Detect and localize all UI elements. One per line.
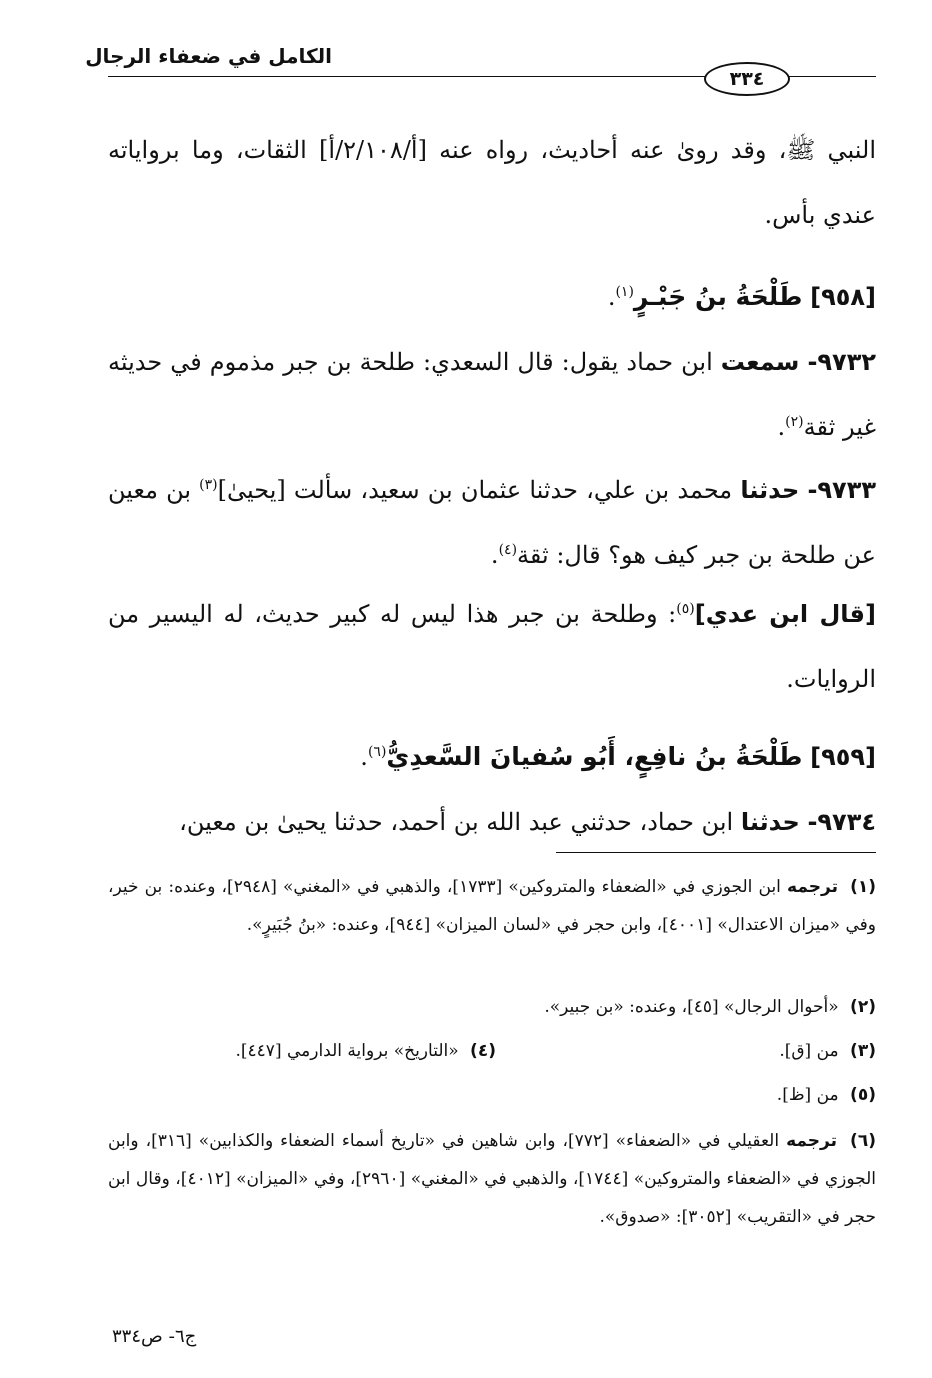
footnote-marker: (١) (615, 284, 634, 300)
report-lead: حدثنا (740, 808, 800, 836)
footnote-marker: (٥) (676, 601, 695, 617)
comment-text: : وطلحة بن جبر هذا ليس له كبير حديث، له اليسير من الروايات. (108, 600, 876, 693)
footnote-text: «التاريخ» برواية الدارمي [٤٤٧]. (235, 1041, 459, 1061)
footnote-lead: ترجمه (786, 1131, 838, 1151)
report-lead: حدثنا (740, 476, 800, 504)
footnote-marker: (٤) (498, 542, 518, 558)
footnote-number: (٢) (850, 997, 876, 1017)
page-number: ٣٣٤ (704, 62, 790, 96)
footnote-text: «أحوال الرجال» [٤٥]، وعنده: «بن جبير». (544, 997, 839, 1017)
report-end: . (777, 413, 786, 441)
paragraph-continuation (108, 118, 876, 248)
report-text-b: بن معين عن طلحة بن جبر كيف هو؟ قال: ثقة (108, 476, 876, 569)
report-text: ابن حماد، حدثني عبد الله بن أحمد، حدثنا يحيىٰ بن معين، (179, 808, 734, 836)
report-9733 (108, 458, 876, 588)
ibn-adi-comment (108, 582, 876, 712)
entry-heading-958 (108, 264, 876, 330)
volume-page-reference: ج٦- ص٣٣٤ (112, 1326, 197, 1347)
footnote-5 (108, 1076, 876, 1114)
comment-lead: [قال ابن عدي] (694, 600, 876, 628)
report-text-a: محمد بن علي، حدثنا عثمان بن سعيد، سألت [يحيىٰ] (217, 476, 733, 504)
footnote-text: من [ق]. (779, 1041, 839, 1061)
footnote-1 (108, 868, 876, 944)
entry-number: [٩٥٨] (810, 283, 876, 311)
footnote-text: ابن الجوزي في «الضعفاء والمتروكين» [١٧٣٣]، والذهبي في «المغني» [٢٩٤٨]، وعنده: بن خير، وفي «ميزان الاعتدال» [٤٠٠١]، وابن حجر في «لسان الميزان» [٩٤٤]، وعنده: «بنُ جُبَيرٍ». (108, 877, 876, 935)
footnote-text: من [ظ]. (776, 1085, 839, 1105)
footnote-text: العقيلي في «الضعفاء» [٧٧٢]، وابن شاهين في «تاريخ أسماء الضعفاء والكذابين» [٣١٦]، وابن الجوزي في «الضعفاء والمتروكين» [١٧٤٤]، والذهبي في «المغني» [٢٩٦٠]، وفي «الميزان» [٤٠١٢]، وقال ابن حجر في «التقريب» [٣٠٥٢]: «صدوق». (108, 1131, 877, 1227)
entry-name: طَلْحَةُ بنُ نافِعٍ، أَبُو سُفيانَ السَّعدِيُّ (386, 742, 803, 771)
footnote-marker: (٦) (367, 744, 387, 760)
footnote-6 (108, 1122, 876, 1236)
entry-number: [٩٥٩] (810, 743, 876, 771)
running-title: الكامل في ضعفاء الرجال (85, 44, 332, 68)
entry-end: . (360, 743, 368, 771)
footnote-number: (١) (850, 877, 877, 897)
entry-heading-959 (108, 724, 876, 790)
footnote-lead: ترجمه (787, 877, 838, 897)
entry-end: . (607, 283, 616, 311)
footnote-2 (108, 988, 876, 1026)
footnote-number: (٥) (850, 1085, 876, 1105)
entry-name: طَلْحَةُ بنُ جَبْـرٍ (633, 282, 803, 311)
report-end: . (490, 541, 499, 569)
footnote-number: (٣) (850, 1041, 876, 1061)
footnote-3 (779, 1032, 876, 1070)
footnote-marker: (٣) (199, 477, 218, 493)
report-lead: سمعت (720, 348, 800, 376)
report-number: ٩٧٣٤- (807, 808, 876, 836)
paragraph-text: النبي ﷺ، وقد روىٰ عنه أحاديث، رواه عنه [أ/٢/١٠٨/أ] الثقات، وما برواياته عندي بأس. (108, 136, 876, 229)
report-text: ابن حماد يقول: قال السعدي: طلحة بن جبر مذموم في حديثه غير ثقة (108, 348, 876, 441)
footnote-number: (٤) (470, 1041, 496, 1061)
report-number: ٩٧٣٢- (807, 348, 876, 376)
footnote-number: (٦) (850, 1131, 876, 1151)
report-9732 (108, 330, 876, 460)
report-9734 (108, 790, 876, 855)
footnote-4 (235, 1032, 496, 1070)
report-number: ٩٧٣٣- (807, 476, 876, 504)
footnote-rule (556, 852, 876, 853)
footnote-marker: (٢) (785, 414, 804, 430)
